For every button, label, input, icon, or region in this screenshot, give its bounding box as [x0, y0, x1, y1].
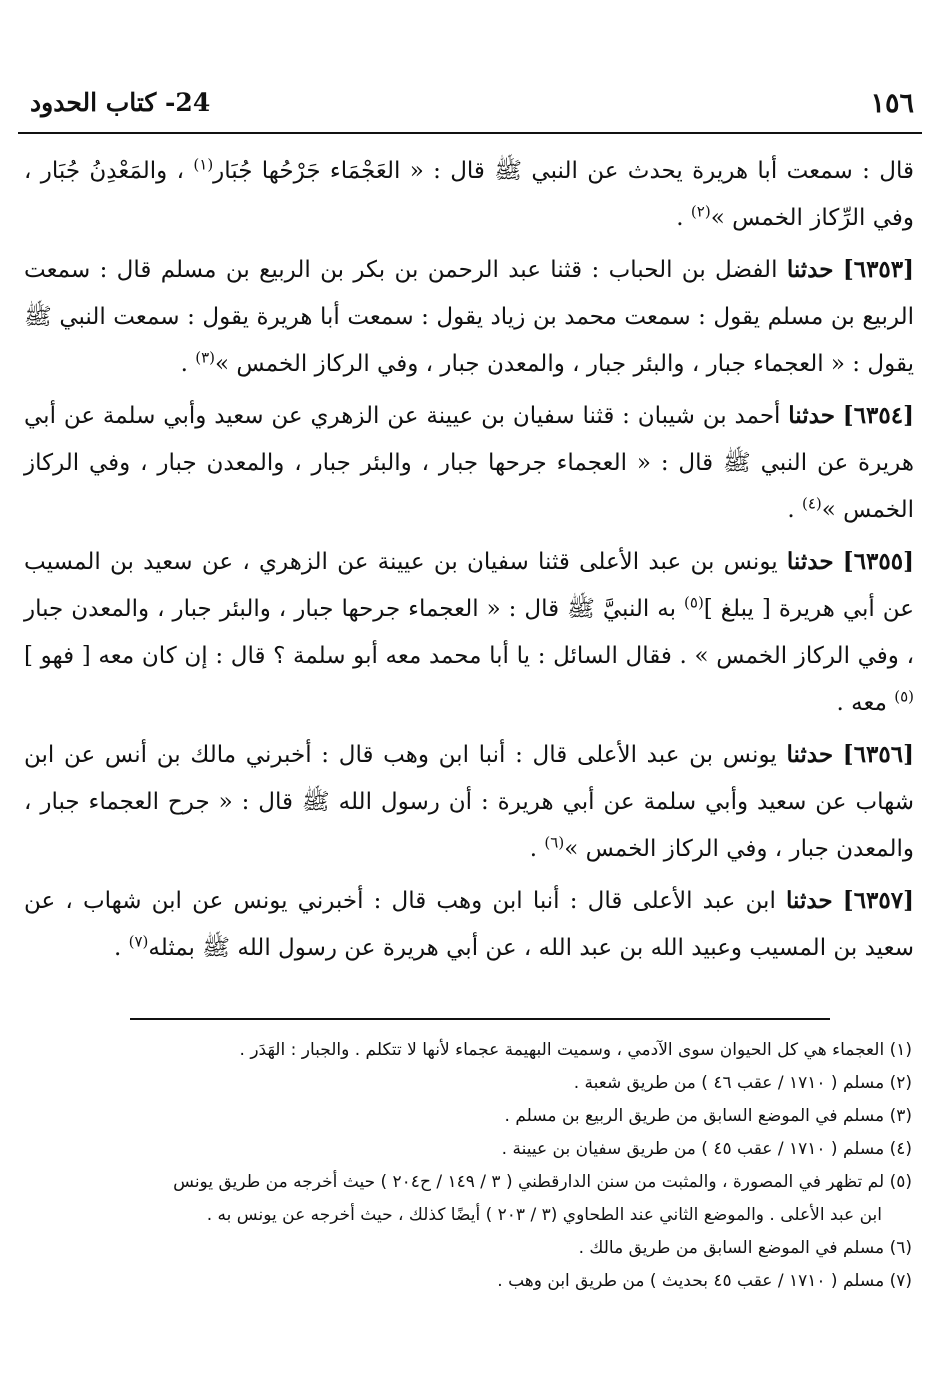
footnote-ref: (٦) — [544, 833, 565, 852]
page-number: ١٥٦ — [870, 88, 914, 119]
hadith-text: قال : سمعت أبا هريرة يحدث عن النبي ﷺ قال : « العَجْمَاء جَرْحُها جُبَار — [213, 158, 914, 184]
hadith-text-continued: به النبيَّ ﷺ قال : « العجماء جرحها جبار ، والبئر جبار ، والمعدن جبار ، وفي الركاز الخمس » . فقال السائل : يا أبا محمد معه أبو سلمة ؟ قال : إن كان معه [ فهو ] — [24, 596, 914, 669]
footnote-text: لم تظهر في المصورة ، والمثبت من سنن الدارقطني ( ٣ / ١٤٩ / ح٢٠٤ ) حيث أخرجه من طريق يونس — [173, 1172, 885, 1192]
footnote — [24, 1166, 912, 1232]
footnote-ref: (٢) — [690, 202, 711, 221]
footnote-text: العجماء هي كل الحيوان سوى الآدمي ، وسميت البهيمة عجماء لأنها لا تتكلم . والجبار : الهَدَر . — [239, 1040, 885, 1060]
footnote-separator — [130, 1018, 830, 1020]
hadith-tail: . — [180, 351, 188, 377]
main-text — [18, 148, 922, 976]
hadith-text: ابن عبد الأعلى قال : أنبا ابن وهب قال : أخبرني يونس عن ابن شهاب ، عن سعيد بن المسيب وعبيد الله بن عبد الله ، عن أبي هريرة عن رسول الله ﷺ بمثله — [24, 888, 914, 961]
hadith-number: [٦٣٥٥] — [842, 548, 914, 575]
footnote — [24, 1232, 912, 1265]
hadith-lead: حدثنا — [788, 402, 835, 429]
footnote-mark: (٦) — [889, 1238, 912, 1258]
footnote-ref: (٧) — [128, 932, 149, 951]
hadith-tail: . — [529, 836, 538, 862]
footnote — [24, 1133, 912, 1166]
book-page — [18, 82, 922, 1291]
footnote-continuation: ابن عبد الأعلى . والموضع الثاني عند الطحاوي (٣ / ٢٠٣ ) أيضًا كذلك ، حيث أخرجه عن يونس به . — [206, 1205, 882, 1225]
footnote-mark: (١) — [889, 1040, 912, 1060]
chapter-title: 24- كتاب الحدود — [30, 88, 211, 117]
hadith-number: [٦٣٥٦] — [842, 741, 914, 768]
footnote-mark: (٣) — [889, 1106, 912, 1126]
footnote-ref: (٣) — [195, 348, 216, 367]
hadith-paragraph — [18, 731, 922, 873]
footnote-text: مسلم في الموضع السابق من طريق مالك . — [578, 1238, 885, 1258]
hadith-paragraph — [18, 392, 922, 534]
footnote-mark: (٧) — [889, 1271, 912, 1291]
hadith-tail: . — [113, 935, 122, 961]
hadith-lead: حدثنا — [786, 256, 834, 283]
hadith-paragraph — [18, 246, 922, 388]
hadith-number: [٦٣٥٣] — [842, 256, 915, 283]
header-rule — [18, 132, 922, 134]
hadith-text: الفضل بن الحباب : قثنا عبد الرحمن بن بكر بن الربيع بن مسلم قال : سمعت الربيع بن مسلم يقول : سمعت محمد بن زياد يقول : سمعت أبا هريرة يقول : سمعت النبي ﷺ يقول : « العجماء جبار ، والبئر جبار ، والمعدن جبار ، وفي الركاز الخمس » — [24, 257, 914, 377]
hadith-lead: حدثنا — [786, 548, 834, 575]
hadith-text: يونس بن عبد الأعلى قثنا سفيان بن عيينة عن الزهري ، عن سعيد بن المسيب عن أبي هريرة [ يبلغ ] — [24, 549, 914, 622]
footnote-mark: (٤) — [889, 1139, 912, 1159]
hadith-lead: حدثنا — [786, 741, 834, 768]
footnote-ref: (٥) — [684, 593, 704, 612]
hadith-tail: . — [676, 205, 684, 231]
hadith-text: يونس بن عبد الأعلى قال : أنبا ابن وهب قال : أخبرني مالك بن أنس عن ابن شهاب عن سعيد وأبي سلمة عن أبي هريرة : أن رسول الله ﷺ قال : « جرح العجماء جبار ، والمعدن جبار ، وفي الركاز الخمس » — [24, 742, 914, 862]
footnote — [24, 1265, 912, 1298]
footnote — [24, 1034, 912, 1067]
hadith-paragraph — [18, 877, 922, 972]
hadith-tail: . — [787, 497, 795, 523]
footnote-text: مسلم ( ١٧١٠ / عقب ٤٦ ) من طريق شعبة . — [573, 1073, 885, 1093]
hadith-number: [٦٣٥٤] — [842, 402, 914, 429]
footnote-text: مسلم في الموضع السابق من طريق الربيع بن مسلم . — [504, 1106, 885, 1126]
footnote-mark: (٥) — [889, 1172, 912, 1192]
footnotes — [18, 1034, 922, 1298]
running-header — [18, 82, 922, 126]
footnote — [24, 1100, 912, 1133]
hadith-number: [٦٣٥٧] — [842, 887, 914, 914]
hadith-text: أحمد بن شيبان : قثنا سفيان بن عيينة عن الزهري عن سعيد وأبي سلمة عن أبي هريرة عن النبي ﷺ قال : « العجماء جرحها جبار ، والبئر جبار ، والمعدن جبار ، وفي الركاز الخمس » — [24, 403, 914, 523]
footnote — [24, 1067, 912, 1100]
footnote-ref: (٥) — [894, 687, 914, 706]
hadith-paragraph — [18, 538, 922, 727]
footnote-ref: (٤) — [801, 494, 822, 513]
footnote-text: مسلم ( ١٧١٠ / عقب ٤٥ بحديث ) من طريق ابن وهب . — [497, 1271, 885, 1291]
footnote-ref: (١) — [193, 155, 214, 174]
footnote-text: مسلم ( ١٧١٠ / عقب ٤٥ ) من طريق سفيان بن عيينة . — [501, 1139, 885, 1159]
hadith-lead: حدثنا — [786, 887, 833, 914]
hadith-text-continued: ، والمَعْدِنُ جُبَار ، وفي الرِّكاز الخمس » — [24, 158, 914, 231]
footnote-mark: (٢) — [889, 1073, 912, 1093]
hadith-paragraph — [18, 148, 922, 242]
hadith-tail: معه . — [836, 690, 887, 716]
